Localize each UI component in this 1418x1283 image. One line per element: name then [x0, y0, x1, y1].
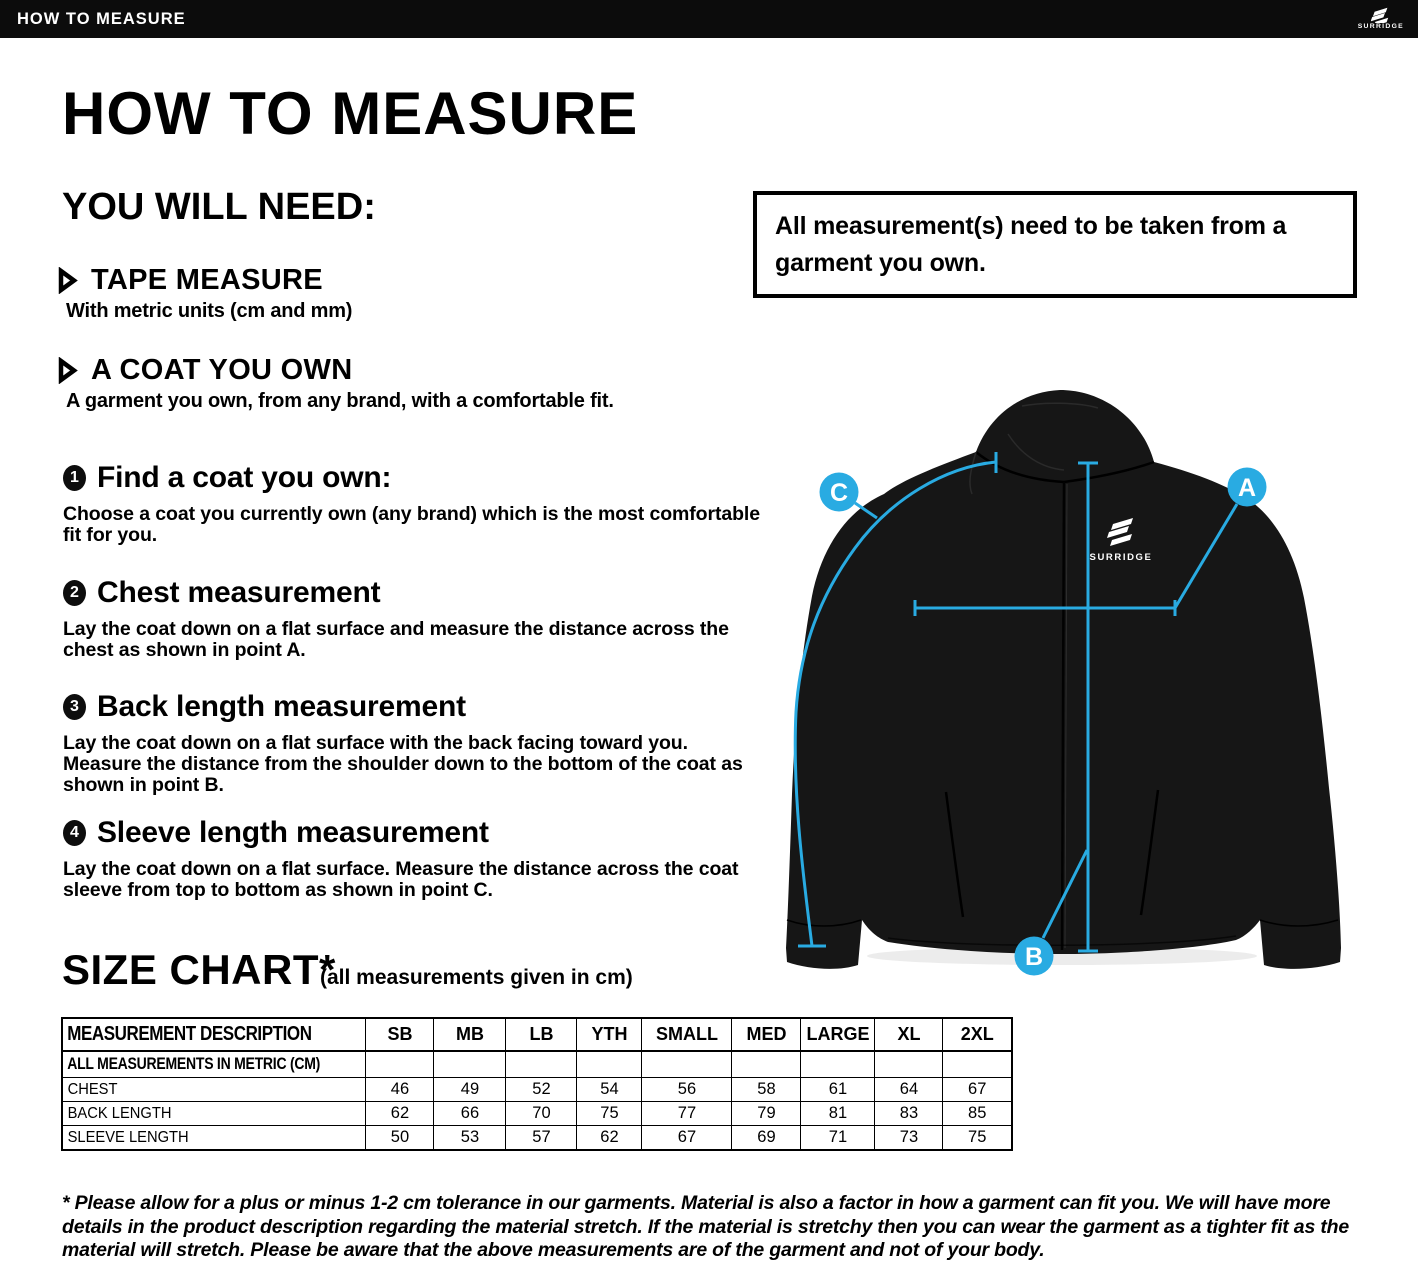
table-cell: 50	[366, 1126, 434, 1151]
table-cell: 54	[577, 1078, 642, 1102]
step-description: Lay the coat down on a flat surface and measure the distance across the chest as shown in point A.	[63, 618, 729, 661]
jacket-diagram-svg	[760, 372, 1418, 1000]
need-item-title: A COAT YOU OWN	[91, 354, 353, 386]
note-text: All measurement(s) need to be taken from a garment you own.	[775, 212, 1287, 277]
table-cell: 58	[732, 1078, 801, 1102]
table-cell: 46	[366, 1078, 434, 1102]
size-chart-table	[61, 1017, 1013, 1151]
table-cell: 56	[642, 1078, 732, 1102]
table-header-size: SB	[366, 1018, 434, 1051]
note-box	[753, 191, 1357, 298]
table-header-description: MEASUREMENT DESCRIPTION	[62, 1018, 366, 1051]
table-header-size: MB	[434, 1018, 506, 1051]
topbar-title: HOW TO MEASURE	[17, 9, 186, 28]
need-item-coat	[58, 354, 614, 413]
table-header-size: MED	[732, 1018, 801, 1051]
table-header-row	[62, 1018, 1012, 1051]
table-metric-label: ALL MEASUREMENTS IN METRIC (CM)	[62, 1051, 366, 1078]
step-number-badge: 1	[63, 465, 86, 491]
triangle-bullet-icon	[58, 267, 78, 294]
step-description: Choose a coat you currently own (any brand) which is the most comfortable fit for you.	[63, 503, 760, 546]
table-cell: 75	[577, 1102, 642, 1126]
triangle-bullet-icon	[58, 357, 78, 384]
table-header-size: YTH	[577, 1018, 642, 1051]
table-cell: 62	[366, 1102, 434, 1126]
page-title: HOW TO MEASURE	[62, 80, 639, 147]
table-cell: 67	[943, 1078, 1012, 1102]
table-header-size: LARGE	[801, 1018, 875, 1051]
need-item-description: With metric units (cm and mm)	[66, 300, 353, 322]
table-cell: 57	[506, 1126, 577, 1151]
table-cell: 83	[875, 1102, 943, 1126]
marker-c	[820, 473, 859, 512]
step-title: Find a coat you own:	[97, 461, 392, 494]
table-cell: 70	[506, 1102, 577, 1126]
step-4	[63, 816, 765, 901]
table-cell: 81	[801, 1102, 875, 1126]
step-3	[63, 690, 765, 796]
table-cell: 61	[801, 1078, 875, 1102]
jacket-logo-wordmark: SURRIDGE	[1089, 552, 1153, 563]
need-item-tape-measure	[58, 264, 352, 323]
footnote: * Please allow for a plus or minus 1-2 cm tolerance in our garments. Material is also a factor in how a garment can fit you. We will have more details in the product description regarding the material stretch. If the material is stretchy then you can wear the garment as a tighter fit as the material will stretch. Please be aware that the above measurements are of the garment and not of your body.	[62, 1192, 1349, 1261]
table-cell: 75	[943, 1126, 1012, 1151]
step-title: Chest measurement	[97, 576, 381, 609]
step-title: Back length measurement	[97, 690, 466, 723]
table-header-size: SMALL	[642, 1018, 732, 1051]
surridge-logo	[1358, 7, 1404, 31]
table-cell: 62	[577, 1126, 642, 1151]
step-1	[63, 461, 765, 546]
step-title: Sleeve length measurement	[97, 816, 489, 849]
table-header-size: LB	[506, 1018, 577, 1051]
table-cell: 79	[732, 1102, 801, 1126]
table-header-size: 2XL	[943, 1018, 1012, 1051]
marker-a-letter: A	[1237, 474, 1257, 502]
size-chart-heading: SIZE CHART*	[62, 946, 336, 993]
you-will-need-heading: YOU WILL NEED:	[62, 186, 376, 228]
table-row-label: SLEEVE LENGTH	[62, 1126, 366, 1151]
step-number-badge: 4	[63, 820, 86, 846]
topbar	[0, 0, 1418, 38]
table-header-size: XL	[875, 1018, 943, 1051]
table-row-sleeve-length	[62, 1126, 1012, 1151]
table-cell: 49	[434, 1078, 506, 1102]
table-cell: 71	[801, 1126, 875, 1151]
table-row-chest	[62, 1078, 1012, 1102]
table-cell: 52	[506, 1078, 577, 1102]
table-metric-row	[62, 1051, 1012, 1078]
table-row-label: BACK LENGTH	[62, 1102, 366, 1126]
table-cell: 85	[943, 1102, 1012, 1126]
table-cell: 64	[875, 1078, 943, 1102]
step-2	[63, 576, 765, 661]
marker-a	[1228, 468, 1267, 507]
marker-c-letter: C	[829, 479, 849, 507]
step-number-badge: 3	[63, 694, 86, 720]
size-chart-subheading: (all measurements given in cm)	[320, 966, 633, 989]
step-description: Lay the coat down on a flat surface. Measure the distance across the coat sleeve from top to bottom as shown in point C.	[63, 858, 739, 901]
table-cell: 53	[434, 1126, 506, 1151]
step-description: Lay the coat down on a flat surface with the back facing toward you. Measure the distance from the shoulder down to the bottom of the coat as shown in point B.	[63, 732, 743, 796]
need-item-description: A garment you own, from any brand, with a comfortable fit.	[66, 390, 614, 412]
step-number-badge: 2	[63, 580, 86, 606]
table-row-label: CHEST	[62, 1078, 366, 1102]
surridge-wordmark: SURRIDGE	[1357, 23, 1404, 31]
table-cell: 66	[434, 1102, 506, 1126]
table-cell: 67	[642, 1126, 732, 1151]
marker-b	[1015, 937, 1054, 976]
need-item-title: TAPE MEASURE	[91, 264, 323, 296]
marker-b-letter: B	[1024, 943, 1044, 971]
table-cell: 73	[875, 1126, 943, 1151]
table-cell: 77	[642, 1102, 732, 1126]
surridge-s-icon	[1371, 7, 1391, 23]
table-cell: 69	[732, 1126, 801, 1151]
table-row-back-length	[62, 1102, 1012, 1126]
jacket-measurement-diagram	[760, 372, 1418, 1000]
